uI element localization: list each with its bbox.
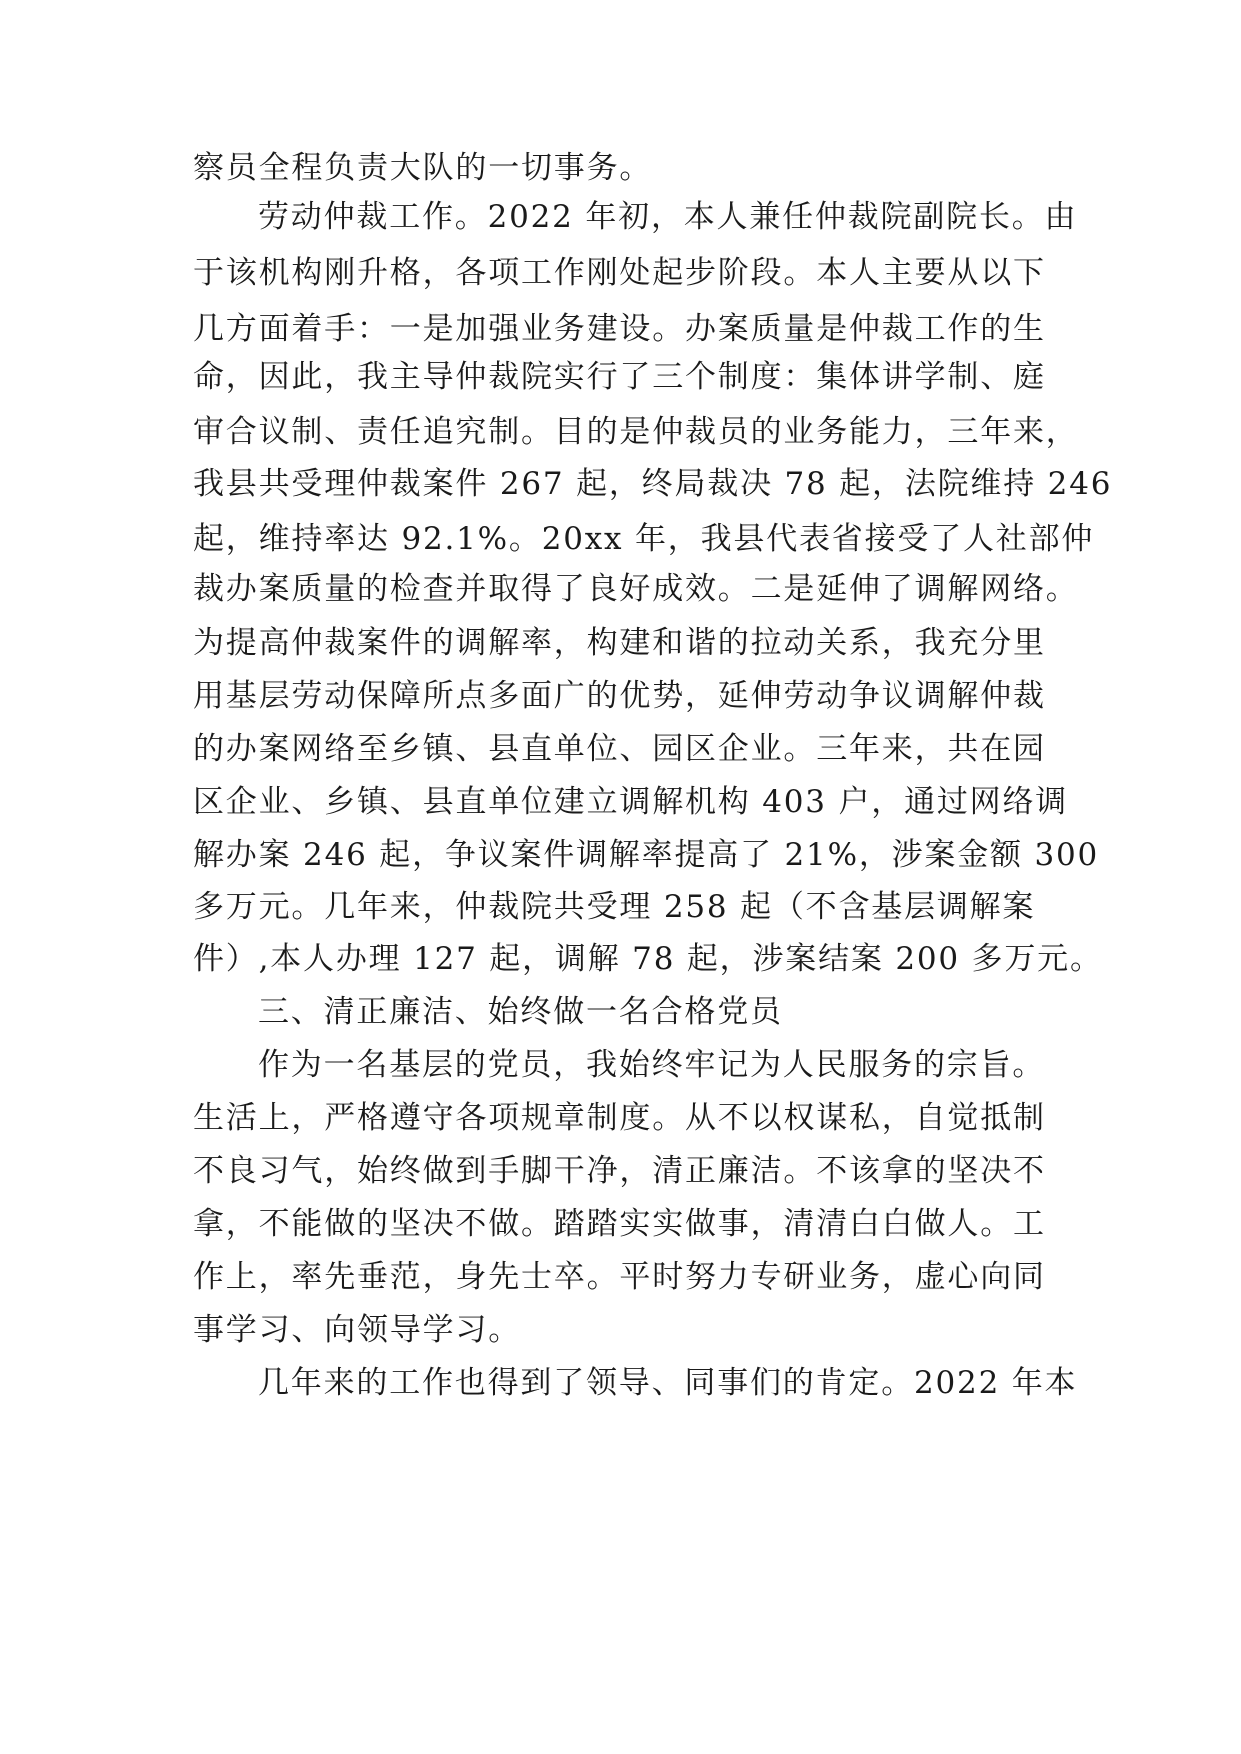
text-line: 作上，率先垂范，身先士卒。平时努力专研业务，虚心向同 <box>193 1259 1046 1295</box>
text-line: 生活上，严格遵守各项规章制度。从不以权谋私，自觉抵制 <box>193 1100 1046 1136</box>
text-line: 不良习气，始终做到手脚干净，清正廉洁。不该拿的坚决不 <box>193 1153 1046 1189</box>
text-line: 解办案 246 起，争议案件调解率提高了 21%，涉案金额 300 <box>193 837 1100 873</box>
paragraph-start-line: 作为一名基层的党员，我始终牢记为人民服务的宗旨。 <box>258 1047 1046 1083</box>
text-line: 裁办案质量的检查并取得了良好成效。二是延伸了调解网络。 <box>193 571 1079 607</box>
text-line: 审合议制、责任追究制。目的是仲裁员的业务能力，三年来， <box>193 414 1079 450</box>
text-line: 的办案网络至乡镇、县直单位、园区企业。三年来，共在园 <box>193 731 1046 767</box>
text-line: 命，因此，我主导仲裁院实行了三个制度：集体讲学制、庭 <box>193 359 1046 395</box>
text-line: 察员全程负责大队的一切事务。 <box>193 150 653 186</box>
section-heading: 三、清正廉洁、始终做一名合格党员 <box>258 994 783 1030</box>
text-line: 几方面着手：一是加强业务建设。办案质量是仲裁工作的生 <box>193 311 1046 347</box>
text-line: 多万元。几年来，仲裁院共受理 258 起（不含基层调解案 <box>193 889 1036 925</box>
text-line: 用基层劳动保障所点多面广的优势，延伸劳动争议调解仲裁 <box>193 678 1046 714</box>
text-line: 拿，不能做的坚决不做。踏踏实实做事，清清白白做人。工 <box>193 1206 1046 1242</box>
paragraph-start-line: 劳动仲裁工作。2022 年初，本人兼任仲裁院副院长。由 <box>258 199 1078 235</box>
text-line: 区企业、乡镇、县直单位建立调解机构 403 户，通过网络调 <box>193 784 1069 820</box>
text-line: 事学习、向领导学习。 <box>193 1312 521 1348</box>
text-line: 于该机构刚升格，各项工作刚处起步阶段。本人主要从以下 <box>193 255 1046 291</box>
text-line: 我县共受理仲裁案件 267 起，终局裁决 78 起，法院维持 246 <box>193 466 1113 502</box>
text-line: 为提高仲裁案件的调解率，构建和谐的拉动关系，我充分里 <box>193 625 1046 661</box>
paragraph-start-line: 几年来的工作也得到了领导、同事们的肯定。2022 年本 <box>258 1365 1078 1401</box>
text-line: 起，维持率达 92.1%。20xx 年，我县代表省接受了人社部仲 <box>193 521 1095 557</box>
text-line: 件）,本人办理 127 起，调解 78 起，涉案结案 200 多万元。 <box>193 941 1103 977</box>
